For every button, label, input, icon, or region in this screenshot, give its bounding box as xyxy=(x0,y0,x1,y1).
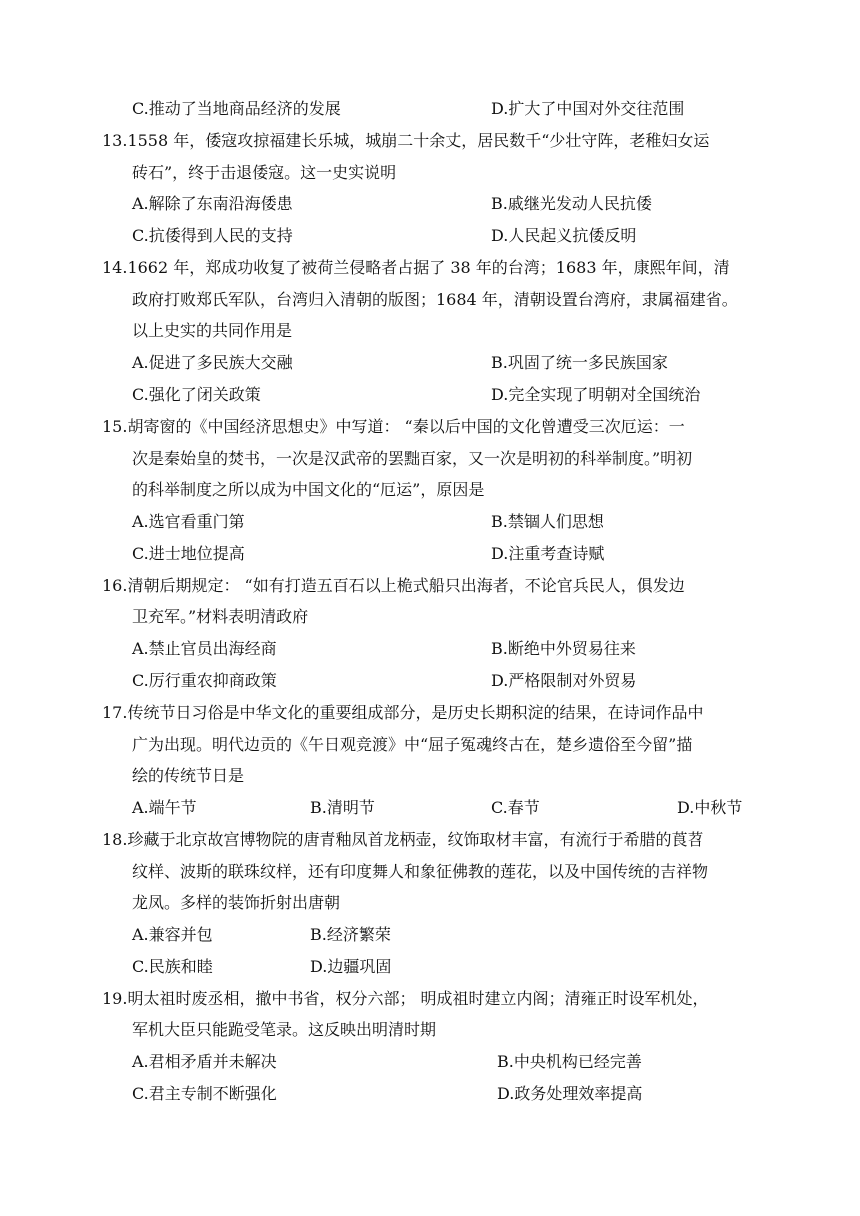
q17-stem-line-3: 绘的传统节日是 xyxy=(132,766,245,785)
q14-option-b: B.巩固了统一多民族国家 xyxy=(491,353,668,372)
q19-option-a: A.君相矛盾并未解决 xyxy=(132,1052,277,1071)
q16-option-c: C.厉行重农抑商政策 xyxy=(132,671,277,690)
q14-option-d: D.完全实现了明朝对全国统治 xyxy=(491,385,701,404)
q13-option-b: B.戚继光发动人民抗倭 xyxy=(491,194,652,213)
q15-option-a: A.选官看重门第 xyxy=(132,512,245,531)
q15-stem-line-1: 15.胡寄窗的《中国经济思想史》中写道： “秦以后中国的文化曾遭受三次厄运：一 xyxy=(102,417,685,436)
q13-option-c: C.抗倭得到人民的支持 xyxy=(132,226,293,245)
q14-stem-line-1: 14.1662 年，郑成功收复了被荷兰侵略者占据了 38 年的台湾；1683 年，康熙年间，清 xyxy=(102,258,730,277)
q13-stem-line-2: 砖石”，终于击退倭寇。这一史实说明 xyxy=(132,163,397,182)
q17-option-c: C.春节 xyxy=(491,798,540,817)
q13-option-a: A.解除了东南沿海倭患 xyxy=(132,194,293,213)
q18-option-b: B.经济繁荣 xyxy=(310,925,391,944)
q18-option-d: D.边疆巩固 xyxy=(310,957,392,976)
q16-option-b: B.断绝中外贸易往来 xyxy=(491,639,636,658)
q17-stem-line-2: 广为出现。明代边贡的《午日观竞渡》中“屈子冤魂终古在，楚乡遗俗至今留”描 xyxy=(132,735,693,754)
q15-stem-line-3: 的科举制度之所以成为中国文化的“厄运”，原因是 xyxy=(132,480,485,499)
q17-option-d: D.中秋节 xyxy=(677,798,743,817)
q12-option-c: C.推动了当地商品经济的发展 xyxy=(132,99,341,118)
q19-stem-line-1: 19.明太祖时废丞相，撤中书省，权分六部； 明成祖时建立内阁；清雍正时设军机处， xyxy=(102,989,709,1008)
q18-option-c: C.民族和睦 xyxy=(132,957,213,976)
q14-option-a: A.促进了多民族大交融 xyxy=(132,353,293,372)
q15-stem-line-2: 次是秦始皇的焚书，一次是汉武帝的罢黜百家，又一次是明初的科举制度。”明初 xyxy=(132,449,693,468)
q13-stem-line-1: 13.1558 年，倭寇攻掠福建长乐城，城崩二十余丈，居民数千“少壮守阵，老稚妇女运 xyxy=(102,131,710,150)
q12-option-d: D.扩大了中国对外交往范围 xyxy=(491,99,685,118)
q13-option-d: D.人民起义抗倭反明 xyxy=(491,226,637,245)
q19-option-d: D.政务处理效率提高 xyxy=(497,1084,643,1103)
q15-option-c: C.进士地位提高 xyxy=(132,544,245,563)
q19-stem-line-2: 军机大臣只能跪受笔录。这反映出明清时期 xyxy=(132,1020,437,1039)
q18-stem-line-2: 纹样、波斯的联珠纹样，还有印度舞人和象征佛教的莲花，以及中国传统的吉祥物 xyxy=(132,862,709,881)
q14-option-c: C.强化了闭关政策 xyxy=(132,385,261,404)
q16-option-a: A.禁止官员出海经商 xyxy=(132,639,277,658)
q17-option-b: B.清明节 xyxy=(310,798,375,817)
q16-option-d: D.严格限制对外贸易 xyxy=(491,671,637,690)
q16-stem-line-2: 卫充军。”材料表明清政府 xyxy=(132,607,309,626)
q14-stem-line-3: 以上史实的共同作用是 xyxy=(132,321,293,340)
q17-stem-line-1: 17.传统节日习俗是中华文化的重要组成部分，是历史长期积淀的结果，在诗词作品中 xyxy=(102,703,704,722)
q18-stem-line-1: 18.珍藏于北京故宫博物院的唐青釉凤首龙柄壶，纹饰取材丰富，有流行于希腊的莨苕 xyxy=(102,830,704,849)
q15-option-b: B.禁锢人们思想 xyxy=(491,512,604,531)
q18-stem-line-3: 龙凤。多样的装饰折射出唐朝 xyxy=(132,893,341,912)
q17-option-a: A.端午节 xyxy=(132,798,197,817)
q19-option-c: C.君主专制不断强化 xyxy=(132,1084,277,1103)
q15-option-d: D.注重考查诗赋 xyxy=(491,544,605,563)
q16-stem-line-1: 16.清朝后期规定： “如有打造五百石以上桅式船只出海者，不论官兵民人，俱发边 xyxy=(102,576,685,595)
q18-option-a: A.兼容并包 xyxy=(132,925,213,944)
q19-option-b: B.中央机构已经完善 xyxy=(497,1052,642,1071)
q14-stem-line-2: 政府打败郑氏军队，台湾归入清朝的版图；1684 年，清朝设置台湾府，隶属福建省。 xyxy=(132,290,738,309)
